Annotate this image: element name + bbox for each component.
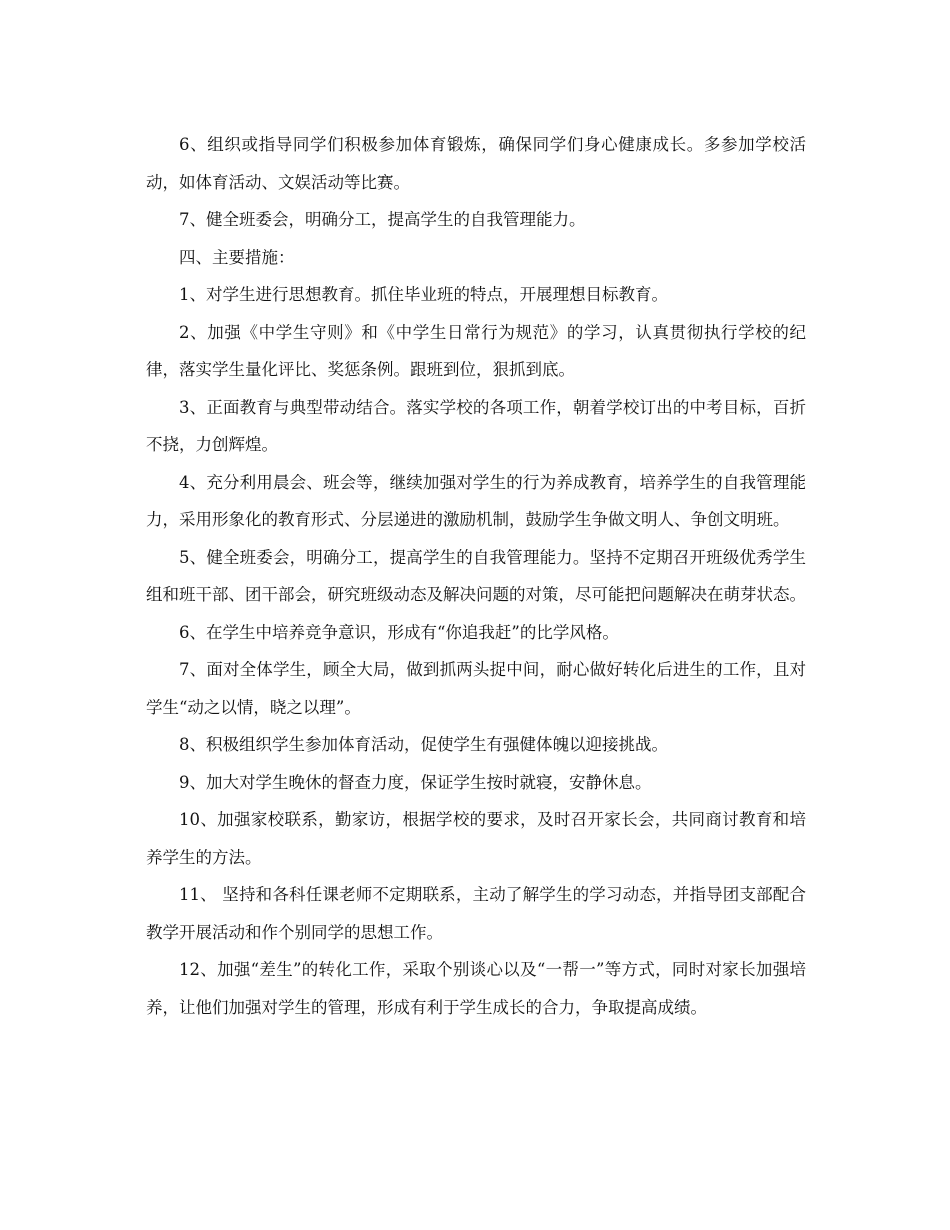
measure-item-6: 6、在学生中培养竞争意识，形成有“你追我赶”的比学风格。	[179, 622, 619, 642]
measure-item-12: 12、加强“差生”的转化工作，采取个别谈心以及“一帮一”等方式，同时对家长加强培养，让他们加强对学生的管理，形成有利于学生成长的合力，争取提高成绩。	[146, 960, 806, 1017]
paragraph-item-6-activities: 6、组织或指导同学们积极参加体育锻炼，确保同学们身心健康成长。多参加学校活动，如体育活动、文娱活动等比赛。	[146, 135, 806, 192]
measure-item-8: 8、积极组织学生参加体育活动，促使学生有强健体魄以迎接挑战。	[179, 735, 668, 754]
measure-item-4: 4、充分利用晨会、班会等，继续加强对学生的行为养成教育，培养学生的自我管理能力，采用形象化的教育形式、分层递进的激励机制，鼓励学生争做文明人、争创文明班。	[146, 472, 806, 529]
measure-item-7: 7、面对全体学生，顾全大局，做到抓两头捉中间，耐心做好转化后进生的工作，且对学生“动之以情，晓之以理”。	[146, 660, 806, 717]
measure-item-3: 3、正面教育与典型带动结合。落实学校的各项工作，朝着学校订出的中考目标，百折不挠，力创辉煌。	[146, 397, 806, 454]
paragraph-item-7-class-committee: 7、健全班委会，明确分工，提高学生的自我管理能力。	[179, 210, 586, 229]
measure-item-2: 2、加强《中学生守则》和《中学生日常行为规范》的学习，认真贯彻执行学校的纪律，落实学生量化评比、奖惩条例。跟班到位，狠抓到底。	[146, 322, 806, 379]
measure-item-11: 11、 坚持和各科任课老师不定期联系，主动了解学生的学习动态，并指导团支部配合教学开展活动和作个别同学的思想工作。	[146, 885, 806, 942]
measure-item-1: 1、对学生进行思想教育。抓住毕业班的特点，开展理想目标教育。	[179, 285, 668, 304]
document-body	[146, 126, 806, 1026]
measure-item-10: 10、加强家校联系，勤家访，根据学校的要求，及时召开家长会，共同商讨教育和培养学生的方法。	[146, 810, 806, 867]
measure-item-9: 9、加大对学生晚休的督查力度，保证学生按时就寝，安静休息。	[179, 772, 652, 792]
measure-item-5: 5、健全班委会，明确分工，提高学生的自我管理能力。坚持不定期召开班级优秀学生组和班干部、团干部会，研究班级动态及解决问题的对策，尽可能把问题解决在萌芽状态。	[146, 547, 806, 604]
section-heading-measures: 四、主要措施：	[179, 247, 295, 267]
